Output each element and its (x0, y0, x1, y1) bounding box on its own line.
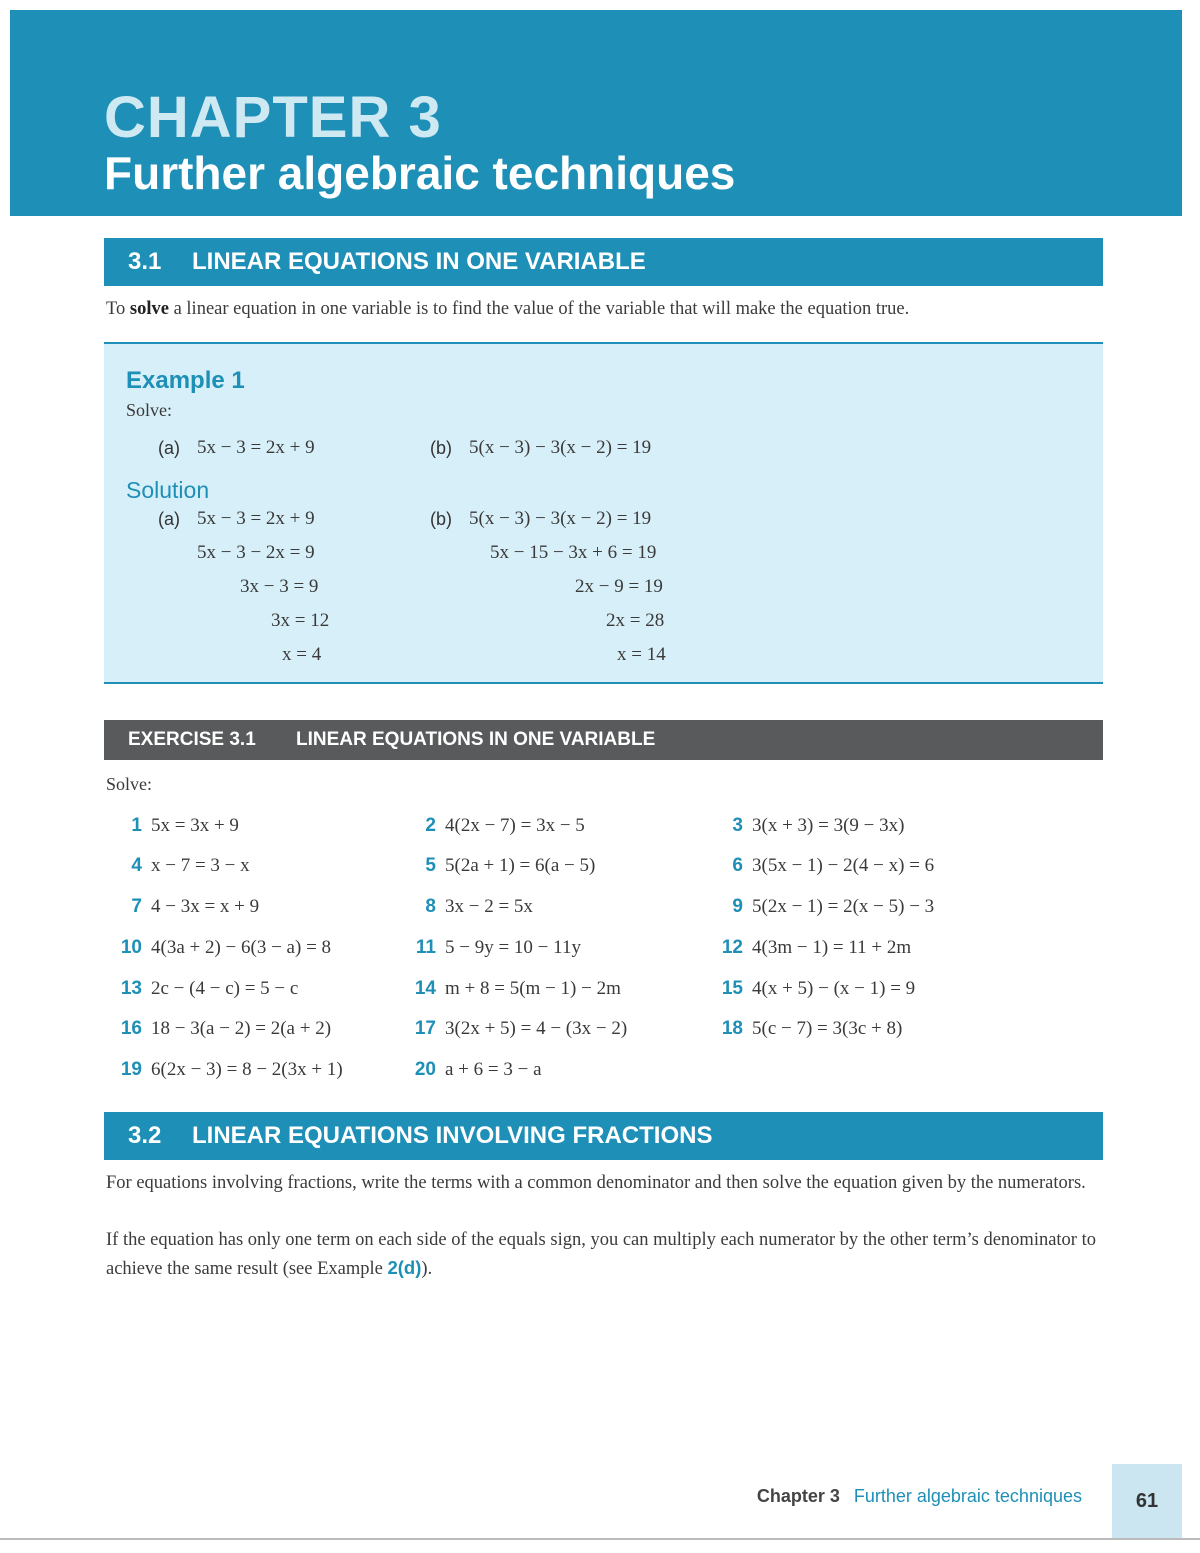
solution-a-step-1: 5x − 3 = 2x + 9 (197, 508, 315, 529)
item-number: 11 (415, 937, 436, 958)
item-equation: 3(5x − 1) − 2(4 − x) = 6 (752, 855, 935, 876)
item-equation: 5(2a + 1) = 6(a − 5) (445, 855, 596, 876)
section-title: LINEAR EQUATIONS INVOLVING FRACTIONS (192, 1122, 713, 1149)
exercise-item-13 (110, 978, 298, 1000)
item-equation: 4(2x − 7) = 3x − 5 (445, 815, 585, 836)
section-title: LINEAR EQUATIONS IN ONE VARIABLE (192, 248, 646, 275)
exercise-item-15 (711, 978, 915, 1000)
exercise-item-10 (110, 937, 331, 959)
item-equation: 18 − 3(a − 2) = 2(a + 2) (151, 1018, 332, 1039)
item-number: 13 (120, 978, 142, 999)
exercise-item-1 (110, 815, 239, 837)
solution-b-step-4: 2x = 28 (606, 610, 665, 631)
item-number: 10 (120, 937, 142, 958)
solution-b-step-3: 2x − 9 = 19 (575, 576, 663, 597)
exercise-item-12 (711, 937, 911, 959)
item-equation: 4(x + 5) − (x − 1) = 9 (752, 978, 916, 999)
solution-b-label: (b) (430, 509, 452, 529)
section-number: 3.2 (128, 1122, 162, 1149)
item-equation: 5(2x − 1) = 2(x − 5) − 3 (752, 896, 935, 917)
item-number: 1 (131, 815, 142, 836)
item-equation: 3(2x + 5) = 4 − (3x − 2) (445, 1018, 628, 1039)
exercise-item-3 (711, 815, 904, 837)
part-b-label: (b) (430, 438, 452, 458)
item-number: 19 (120, 1059, 142, 1080)
example-heading: Example 1 (126, 367, 245, 394)
item-equation: 5x = 3x + 9 (151, 815, 239, 836)
solution-a-step-5: x = 4 (282, 644, 322, 665)
footer-chapter: Chapter 3 (756, 1486, 840, 1506)
exercise-item-7 (110, 896, 259, 918)
exercise-item-19 (110, 1059, 343, 1081)
footer-divider (0, 1538, 1200, 1540)
item-equation: 5 − 9y = 10 − 11y (445, 937, 581, 958)
exercise-item-9 (711, 896, 934, 918)
part-a-label: (a) (158, 438, 180, 458)
exercise-item-16 (110, 1018, 331, 1040)
item-number: 7 (131, 896, 142, 917)
solution-a-step-2: 5x − 3 − 2x = 9 (197, 542, 315, 563)
item-equation: 4(3a + 2) − 6(3 − a) = 8 (151, 937, 332, 958)
item-equation: 2c − (4 − c) = 5 − c (151, 978, 299, 999)
exercise-item-17 (404, 1018, 627, 1040)
exercise-item-4 (110, 855, 250, 877)
item-number: 16 (120, 1018, 142, 1039)
page-footer (757, 1486, 1082, 1507)
item-number: 3 (732, 815, 743, 836)
item-equation: m + 8 = 5(m − 1) − 2m (445, 978, 621, 999)
item-equation: 4(3m − 1) = 11 + 2m (752, 937, 912, 958)
solution-b-step-1: 5(x − 3) − 3(x − 2) = 19 (469, 508, 652, 529)
item-equation: 4 − 3x = x + 9 (151, 896, 260, 917)
solution-a-step-3: 3x − 3 = 9 (240, 576, 319, 597)
intro-text: To (106, 299, 130, 319)
item-equation: x − 7 = 3 − x (151, 855, 250, 876)
exercise-item-2 (404, 815, 585, 837)
item-number: 18 (721, 1018, 743, 1039)
solution-b-step-2: 5x − 15 − 3x + 6 = 19 (490, 542, 657, 563)
part-a-equation: 5x − 3 = 2x + 9 (197, 437, 315, 458)
item-equation: 3x − 2 = 5x (445, 896, 533, 917)
item-number: 9 (732, 896, 743, 917)
item-equation: 5(c − 7) = 3(3c + 8) (752, 1018, 903, 1039)
section-intro (106, 296, 1096, 323)
item-number: 2 (425, 815, 436, 836)
section2-paragraph-1: For equations involving fractions, write the terms with a common denominator and then solve the equation given by the numerators. (106, 1173, 1086, 1193)
exercise-header (104, 720, 1103, 760)
solution-a-step-4: 3x = 12 (271, 610, 330, 631)
section-header-3-1 (104, 238, 1103, 286)
exercise-item-20 (404, 1059, 542, 1081)
exercise-item-18 (711, 1018, 902, 1040)
footer-title: Further algebraic techniques (853, 1486, 1082, 1506)
example-prompt: Solve: (126, 400, 173, 420)
item-equation: 6(2x − 3) = 8 − 2(3x + 1) (151, 1059, 343, 1080)
item-equation: a + 6 = 3 − a (445, 1059, 542, 1080)
intro-text-rest: a linear equation in one variable is to find the value of the variable that will make the equation true. (168, 299, 910, 319)
exercise-item-11 (404, 937, 581, 959)
item-number: 14 (414, 978, 436, 999)
exercise-item-5 (404, 855, 595, 877)
exercise-prompt: Solve: (106, 774, 153, 794)
page-number: 61 (1112, 1464, 1182, 1538)
section2-paragraph-2 (106, 1227, 1096, 1283)
chapter-label: CHAPTER 3 (104, 85, 442, 150)
exercise-title: LINEAR EQUATIONS IN ONE VARIABLE (296, 729, 656, 750)
solution-a-label: (a) (158, 509, 180, 529)
example-reference: 2(d) (387, 1257, 422, 1278)
item-number: 12 (721, 937, 743, 958)
paragraph-text: If the equation has only one term on each side of the equals sign, you can multiply each numerator by the other term’s denominator to achieve the same result (see Example (106, 1230, 1096, 1279)
paragraph-text-end: ). (421, 1259, 433, 1279)
item-number: 5 (425, 855, 436, 876)
item-number: 6 (732, 855, 743, 876)
item-number: 8 (425, 896, 436, 917)
exercise-item-8 (404, 896, 533, 918)
part-b-equation: 5(x − 3) − 3(x − 2) = 19 (469, 437, 652, 458)
item-number: 15 (721, 978, 743, 999)
solution-heading: Solution (126, 477, 210, 503)
solution-b-step-5: x = 14 (617, 644, 666, 665)
item-number: 20 (414, 1059, 436, 1080)
item-number: 17 (414, 1018, 436, 1039)
section-header-3-2 (104, 1112, 1103, 1160)
exercise-item-6 (711, 855, 934, 877)
intro-bold-term: solve (129, 299, 169, 319)
item-equation: 3(x + 3) = 3(9 − 3x) (752, 815, 905, 836)
exercise-number: EXERCISE 3.1 (128, 729, 256, 750)
section-number: 3.1 (128, 248, 162, 275)
chapter-title: Further algebraic techniques (104, 147, 736, 199)
exercise-item-14 (404, 978, 621, 1000)
item-number: 4 (131, 855, 142, 876)
